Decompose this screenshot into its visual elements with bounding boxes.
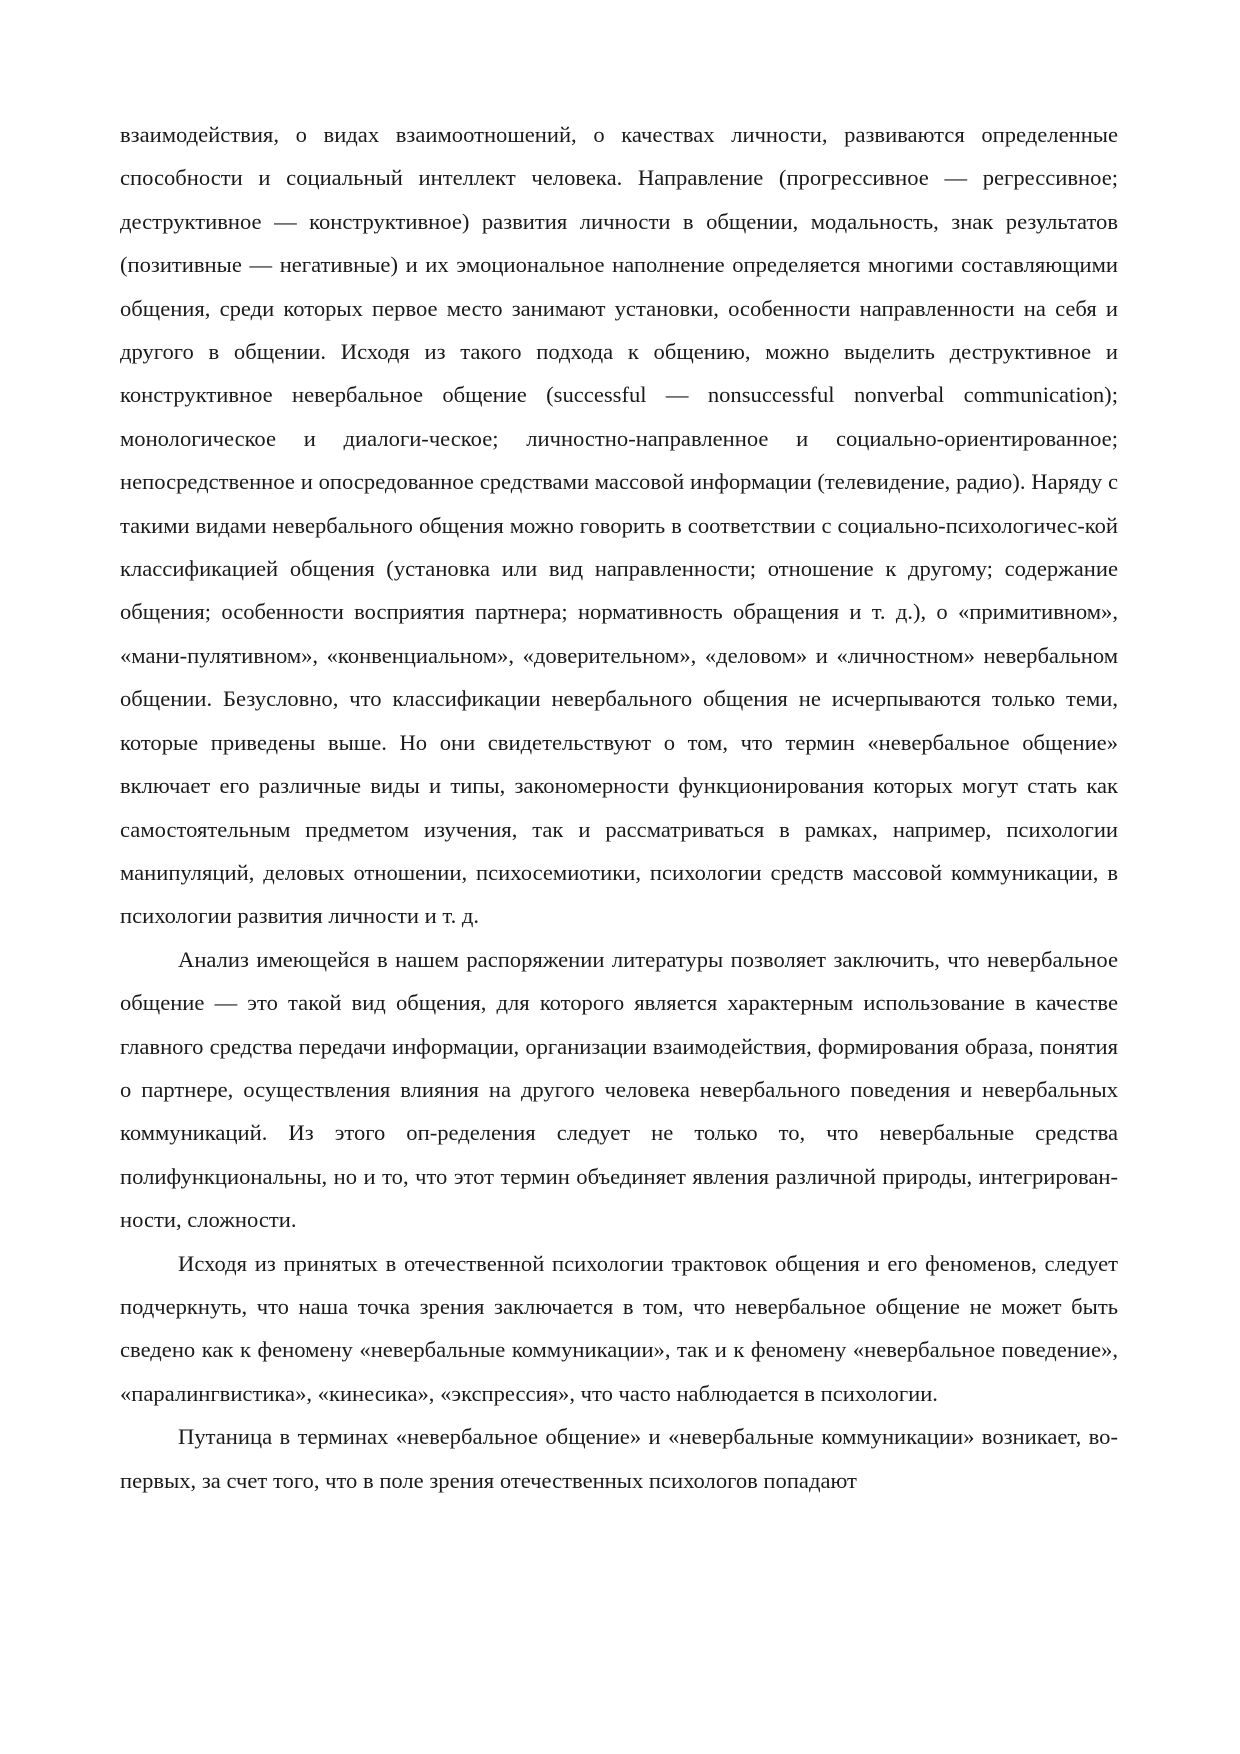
paragraph-viewpoint: Исходя из принятых в отечественной психологии трактовок общения и его феноменов, следует подчеркнуть, что наша точка зрения заключается в том, что невербальное общение не может быть сведено как к феномену «невербальные коммуникации», так и к феномену «невербальное поведение», «паралингвистика», «кинесика», «экспрессия», что часто наблюдается в психологии. — [120, 1250, 1118, 1406]
paragraph-continuation: взаимодействия, о видах взаимоотношений, о качествах личности, развиваются определенные способности и социальный интеллект человека. Направление (прогрессивное — регрессивное; деструктивное — конструктивное) развития личности в общении, модальность, знак результатов (позитивные — негативные) и их эмоциональное наполнение определяется многими составляющими общения, среди которых первое место занимают установки, особенности направленности на себя и другого в общении. Исходя из такого подхода к общению, можно выделить деструктивное и конструктивное невербальное общение (successful — nonsuccessful nonverbal communication); монологическое и диалоги-ческое; личностно-направленное и социально-ориентированное; непосредственное и опосредованное средствами массовой информации (телевидение, радио). Наряду с такими видами невербального общения можно говорить в соответствии с социально-психологичес-кой классификацией общения (установка или вид направленности; отношение к другому; содержание общения; особенности восприятия партнера; нормативность обращения и т. д.), о «примитивном», «мани-пулятивном», «конвенциальном», «доверительном», «деловом» и «личностном» невербальном общении. Безусловно, что классификации невербального общения не исчерпываются только теми, которые приведены выше. Но они свидетельствуют о том, что термин «невербальное общение» включает его различные виды и типы, закономерности функционирования которых могут стать как самостоятельным предметом изучения, так и рассматриваться в рамках, например, психологии манипуляций, деловых отношении, психосемиотики, психологии средств массовой коммуникации, в психологии развития личности и т. д. — [120, 122, 1118, 929]
document-page — [120, 113, 1118, 1502]
paragraph-analysis: Анализ имеющейся в нашем распоряжении литературы позволяет заключить, что невербальное общение — это такой вид общения, для которого является характерным использование в качестве главного средства передачи информации, организации взаимодействия, формирования образа, понятия о партнере, осуществления влияния на другого человека невербального поведения и невербальных коммуникаций. Из этого оп-ределения следует не только то, что невербальные средства полифункциональны, но и то, что этот термин объединяет явления различной природы, интегрирован-ности, сложности. — [120, 946, 1118, 1233]
paragraph-confusion: Путаница в терминах «невербальное общение» и «невербальные коммуникации» возникает, во-первых, за счет того, что в поле зрения отечественных психологов попадают — [120, 1424, 1118, 1493]
